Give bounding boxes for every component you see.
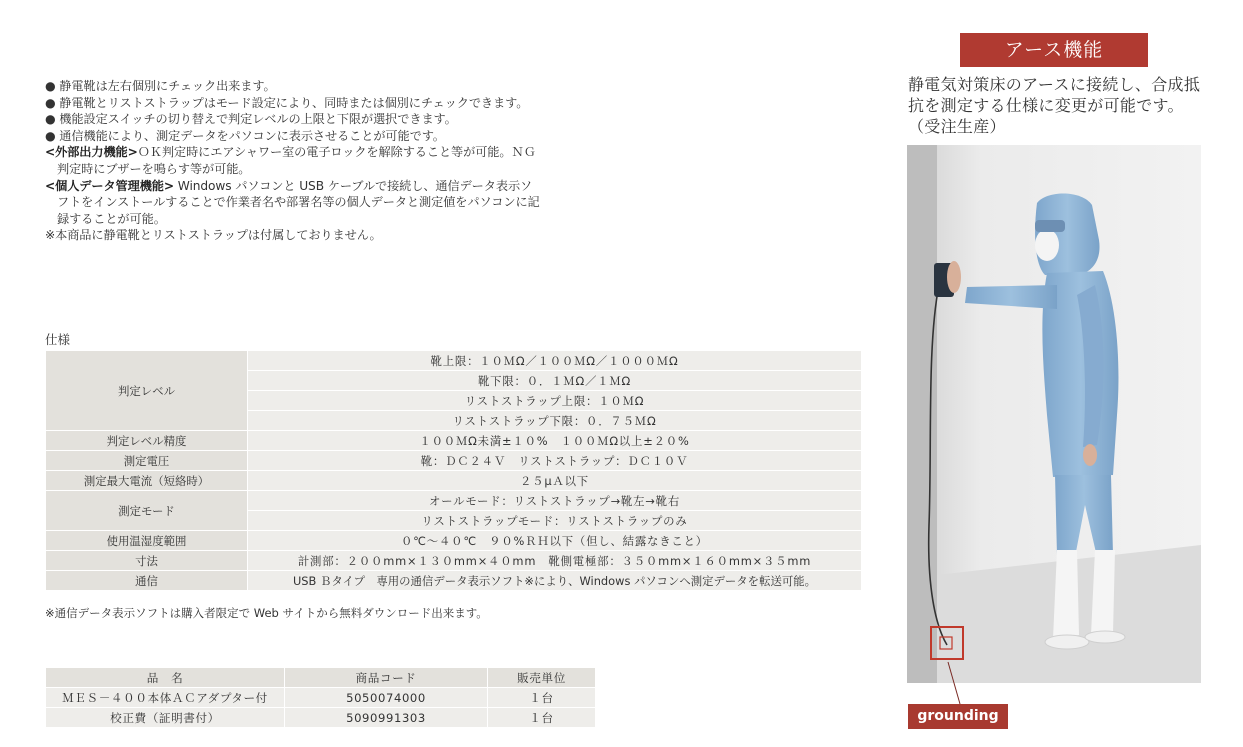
personal-data-feature <box>45 178 625 195</box>
spec-value: ０℃～４０℃ ９０%ＲＨ以下（但し、結露なきこと） <box>248 531 862 551</box>
spec-value: 靴上限：１０ＭΩ／１００ＭΩ／１０００ＭΩ <box>248 351 862 371</box>
spec-label: 測定最大電流（短絡時） <box>46 471 248 491</box>
feature-bullet-1: ● 静電靴は左右個別にチェック出来ます。 <box>45 79 276 93</box>
grounding-label: grounding <box>908 704 1008 729</box>
personal-data-heading: <個人データ管理機能> <box>45 178 175 193</box>
spec-value: ２５μＡ以下 <box>248 471 862 491</box>
worker-photo <box>907 145 1201 683</box>
header-name: 品 名 <box>46 668 285 688</box>
spec-label: 判定レベル精度 <box>46 431 248 451</box>
spec-value: オールモード：リストストラップ→靴左→靴右 <box>248 491 862 511</box>
spec-value: USB Ｂタイプ 専用の通信データ表示ソフト※により、Windows パソコンへ測定データを転送可能。 <box>248 571 862 591</box>
table-row <box>46 571 862 591</box>
personal-data-continued-1: フトをインストールすることで作業者名や部署名等の個人データと測定値をパソコンに記 <box>57 195 540 210</box>
spec-title: 仕様 <box>45 332 71 347</box>
table-row <box>46 491 862 511</box>
feature-list <box>45 78 625 244</box>
spec-label: 測定モード <box>46 491 248 531</box>
spec-label: 寸法 <box>46 551 248 571</box>
product-name: 校正費（証明書付） <box>46 708 285 728</box>
spec-label: 通信 <box>46 571 248 591</box>
external-output-feature <box>45 144 625 161</box>
feature-bullet-3: ● 機能設定スイッチの切り替えで判定レベルの上限と下限が選択できます。 <box>45 112 457 127</box>
spec-value: 靴下限：０．１ＭΩ／１ＭΩ <box>248 371 862 391</box>
grounding-pointer-line <box>940 658 980 708</box>
product-code: 5090991303 <box>285 708 488 728</box>
product-code: 5050074000 <box>285 688 488 708</box>
header-code: 商品コード <box>285 668 488 688</box>
spec-value: リストストラップ下限：０．７５ＭΩ <box>248 411 862 431</box>
table-row <box>46 451 862 471</box>
spec-table <box>45 350 862 591</box>
spec-value: 計測部：２００mm×１３０mm×４０mm 靴側電極部：３５０mm×１６０mm×３５mm <box>248 551 862 571</box>
spec-value: 靴：ＤＣ２４Ｖ リストストラップ：ＤＣ１０Ｖ <box>248 451 862 471</box>
external-output-heading: <外部出力機能> <box>45 145 138 160</box>
external-output-text: ＯＫ判定時にエアシャワー室の電子ロックを解除すること等が可能。ＮＧ <box>137 145 536 160</box>
personal-data-continued-2: 録することが可能。 <box>57 211 166 226</box>
accessory-note: ※本商品に静電靴とリストストラップは付属しておりません。 <box>45 228 382 243</box>
earth-function-tag: アース機能 <box>960 33 1148 67</box>
spec-value: リストストラップ上限：１０ＭΩ <box>248 391 862 411</box>
table-row <box>46 471 862 491</box>
software-note: ※通信データ表示ソフトは購入者限定で Web サイトから無料ダウンロード出来ます。 <box>45 606 488 620</box>
spec-value: １００ＭΩ未満±１０% １００ＭΩ以上±２０% <box>248 431 862 451</box>
header-unit: 販売単位 <box>488 668 596 688</box>
table-row <box>46 708 596 728</box>
earth-function-description: 静電気対策床のアースに接続し、合成抵抗を測定する仕様に変更が可能です。（受注生産） <box>908 75 1201 136</box>
product-name: ＭＥＳ－４００本体ＡＣアダプター付 <box>46 688 285 708</box>
table-row <box>46 688 596 708</box>
product-unit: １台 <box>488 688 596 708</box>
spec-label: 判定レベル <box>46 351 248 431</box>
personal-data-text: Windows パソコンと USB ケーブルで接続し、通信データ表示ソ <box>174 178 533 193</box>
table-row <box>46 551 862 571</box>
table-row <box>46 431 862 451</box>
feature-bullet-4: ● 通信機能により、測定データをパソコンに表示させることが可能です。 <box>45 128 445 143</box>
table-row <box>46 351 862 371</box>
feature-bullet-2: ● 静電靴とリストストラップはモード設定により、同時または個別にチェックできます。 <box>45 95 529 110</box>
spec-label: 使用温湿度範囲 <box>46 531 248 551</box>
table-row <box>46 531 862 551</box>
product-table <box>45 667 596 728</box>
external-output-continued: 判定時にブザーを鳴らす等が可能。 <box>57 161 251 176</box>
spec-label: 測定電圧 <box>46 451 248 471</box>
table-header-row <box>46 668 596 688</box>
spec-value: リストストラップモード：リストストラップのみ <box>248 511 862 531</box>
product-unit: １台 <box>488 708 596 728</box>
